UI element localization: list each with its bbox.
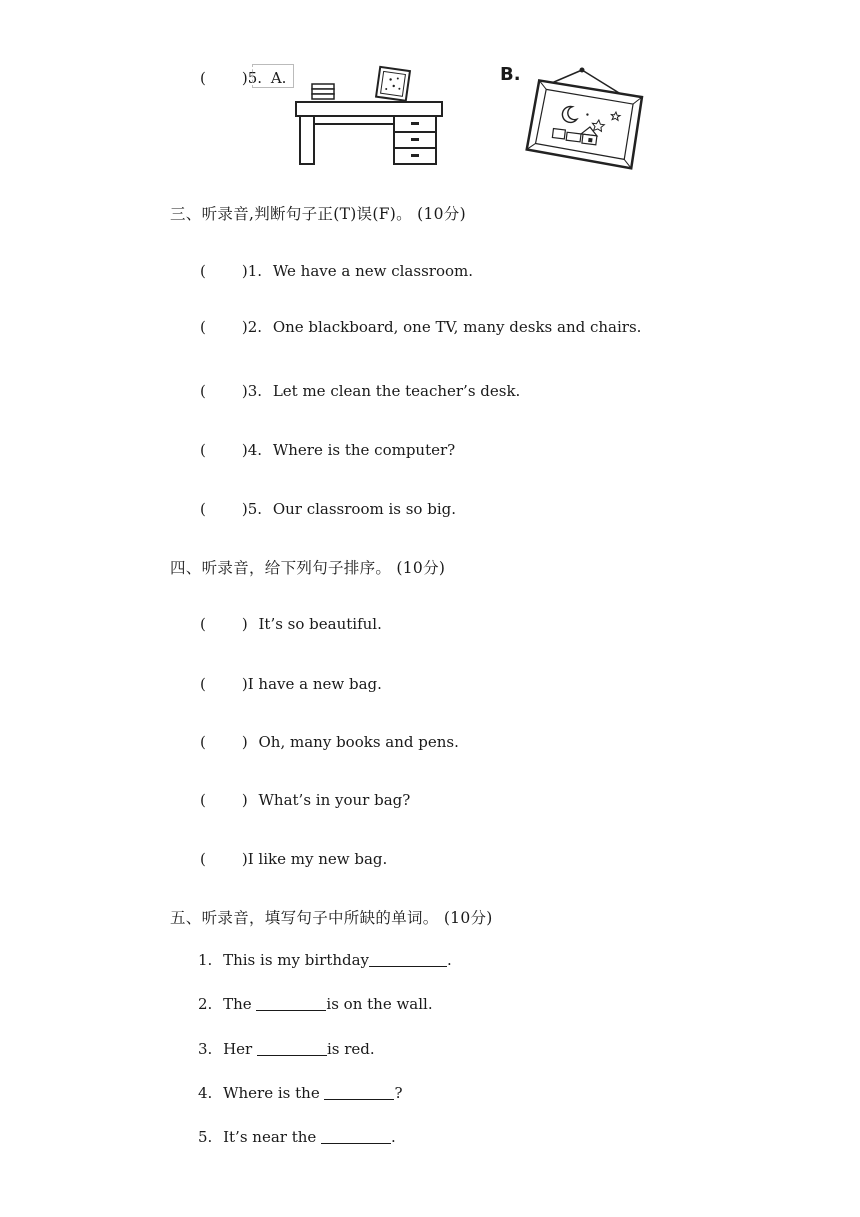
section-4-item-5: [200, 850, 387, 868]
item-text-before: Her: [223, 1040, 257, 1058]
answer-blank[interactable]: [324, 1085, 394, 1100]
option-a-label: A.: [270, 69, 287, 87]
paren-close: ): [241, 262, 248, 280]
item-text-after: ?: [394, 1084, 403, 1102]
item-number: 1.: [247, 262, 263, 280]
item-number: 5.: [247, 500, 263, 518]
item-number: 2.: [247, 318, 263, 336]
section-3-item-4: [200, 441, 455, 459]
wall-picture-illustration: [520, 66, 644, 168]
paren-open: (: [200, 382, 206, 400]
section-3-item-2: [200, 318, 641, 336]
answer-blank[interactable]: [321, 1129, 391, 1144]
section-3-heading: 三、听录音,判断句子正(T)误(F)。 (10分): [170, 205, 466, 223]
item-text: What’s in your bag?: [258, 791, 411, 809]
item-text: Oh, many books and pens.: [258, 733, 459, 751]
item-number: 4.: [247, 441, 263, 459]
item-number: 3.: [247, 382, 263, 400]
paren-close: ): [241, 441, 248, 459]
paren-open: (: [200, 262, 206, 280]
item-text-after: is on the wall.: [326, 995, 433, 1013]
paren-close: ): [241, 733, 248, 751]
item-text: We have a new classroom.: [272, 262, 473, 280]
paren-open: (: [200, 733, 206, 751]
paren-open: (: [200, 500, 206, 518]
item-text-after: .: [447, 951, 452, 969]
item-text: I like my new bag.: [247, 850, 388, 868]
paren-open: (: [200, 615, 206, 633]
item-text: I have a new bag.: [247, 675, 382, 693]
section-4-item-4: [200, 791, 410, 809]
section-3-item-1: [200, 262, 473, 280]
item-number: 5.: [198, 1128, 213, 1146]
paren-open: (: [200, 850, 206, 868]
desk-illustration: [294, 66, 446, 168]
question-number: 5.: [247, 69, 263, 87]
paren-open: (: [200, 791, 206, 809]
section-4-item-3: [200, 733, 459, 751]
answer-blank[interactable]: [369, 952, 447, 967]
section-5-item-2: [198, 995, 433, 1013]
section-4-item-1: [200, 615, 382, 633]
item-text: Our classroom is so big.: [272, 500, 456, 518]
item-number: 1.: [198, 951, 213, 969]
item-number: 4.: [198, 1084, 213, 1102]
paren-close: ): [241, 69, 248, 87]
item-text-before: It’s near the: [223, 1128, 322, 1146]
section-4-item-2: [200, 675, 382, 693]
section-3-item-5: [200, 500, 456, 518]
item-text: It’s so beautiful.: [258, 615, 382, 633]
item-text-before: Where is the: [223, 1084, 325, 1102]
paren-close: ): [241, 500, 248, 518]
section-5-item-3: [198, 1040, 375, 1058]
section-5-item-1: [198, 951, 452, 969]
item-text: One blackboard, one TV, many desks and chairs.: [272, 318, 642, 336]
section-5-item-5: [198, 1128, 396, 1146]
item-text-before: This is my birthday: [223, 951, 370, 969]
item-number: 3.: [198, 1040, 213, 1058]
answer-blank[interactable]: [256, 996, 326, 1011]
item-text-before: The: [223, 995, 257, 1013]
item-text-after: is red.: [327, 1040, 375, 1058]
answer-marker-box: [252, 64, 294, 88]
item-text: Let me clean the teacher’s desk.: [272, 382, 521, 400]
paren-close: ): [241, 850, 248, 868]
section-3-item-3: [200, 382, 520, 400]
section-4-heading: 四、听录音，给下列句子排序。 (10分): [170, 559, 446, 577]
item-number: 2.: [198, 995, 213, 1013]
paren-close: ): [241, 318, 248, 336]
paren-close: ): [241, 791, 248, 809]
paren-open: (: [200, 675, 206, 693]
option-b-label: B.: [500, 64, 521, 85]
answer-blank[interactable]: [257, 1041, 327, 1056]
paren-open: (: [200, 441, 206, 459]
paren-open: (: [200, 318, 206, 336]
paren-close: ): [241, 382, 248, 400]
item-text-after: .: [391, 1128, 396, 1146]
section-5-heading: 五、听录音，填写句子中所缺的单词。 (10分): [170, 909, 493, 927]
item-text: Where is the computer?: [272, 441, 456, 459]
section-5-item-4: [198, 1084, 403, 1102]
paren-close: ): [241, 675, 248, 693]
paren-close: ): [241, 615, 248, 633]
paren-open: (: [200, 69, 206, 87]
